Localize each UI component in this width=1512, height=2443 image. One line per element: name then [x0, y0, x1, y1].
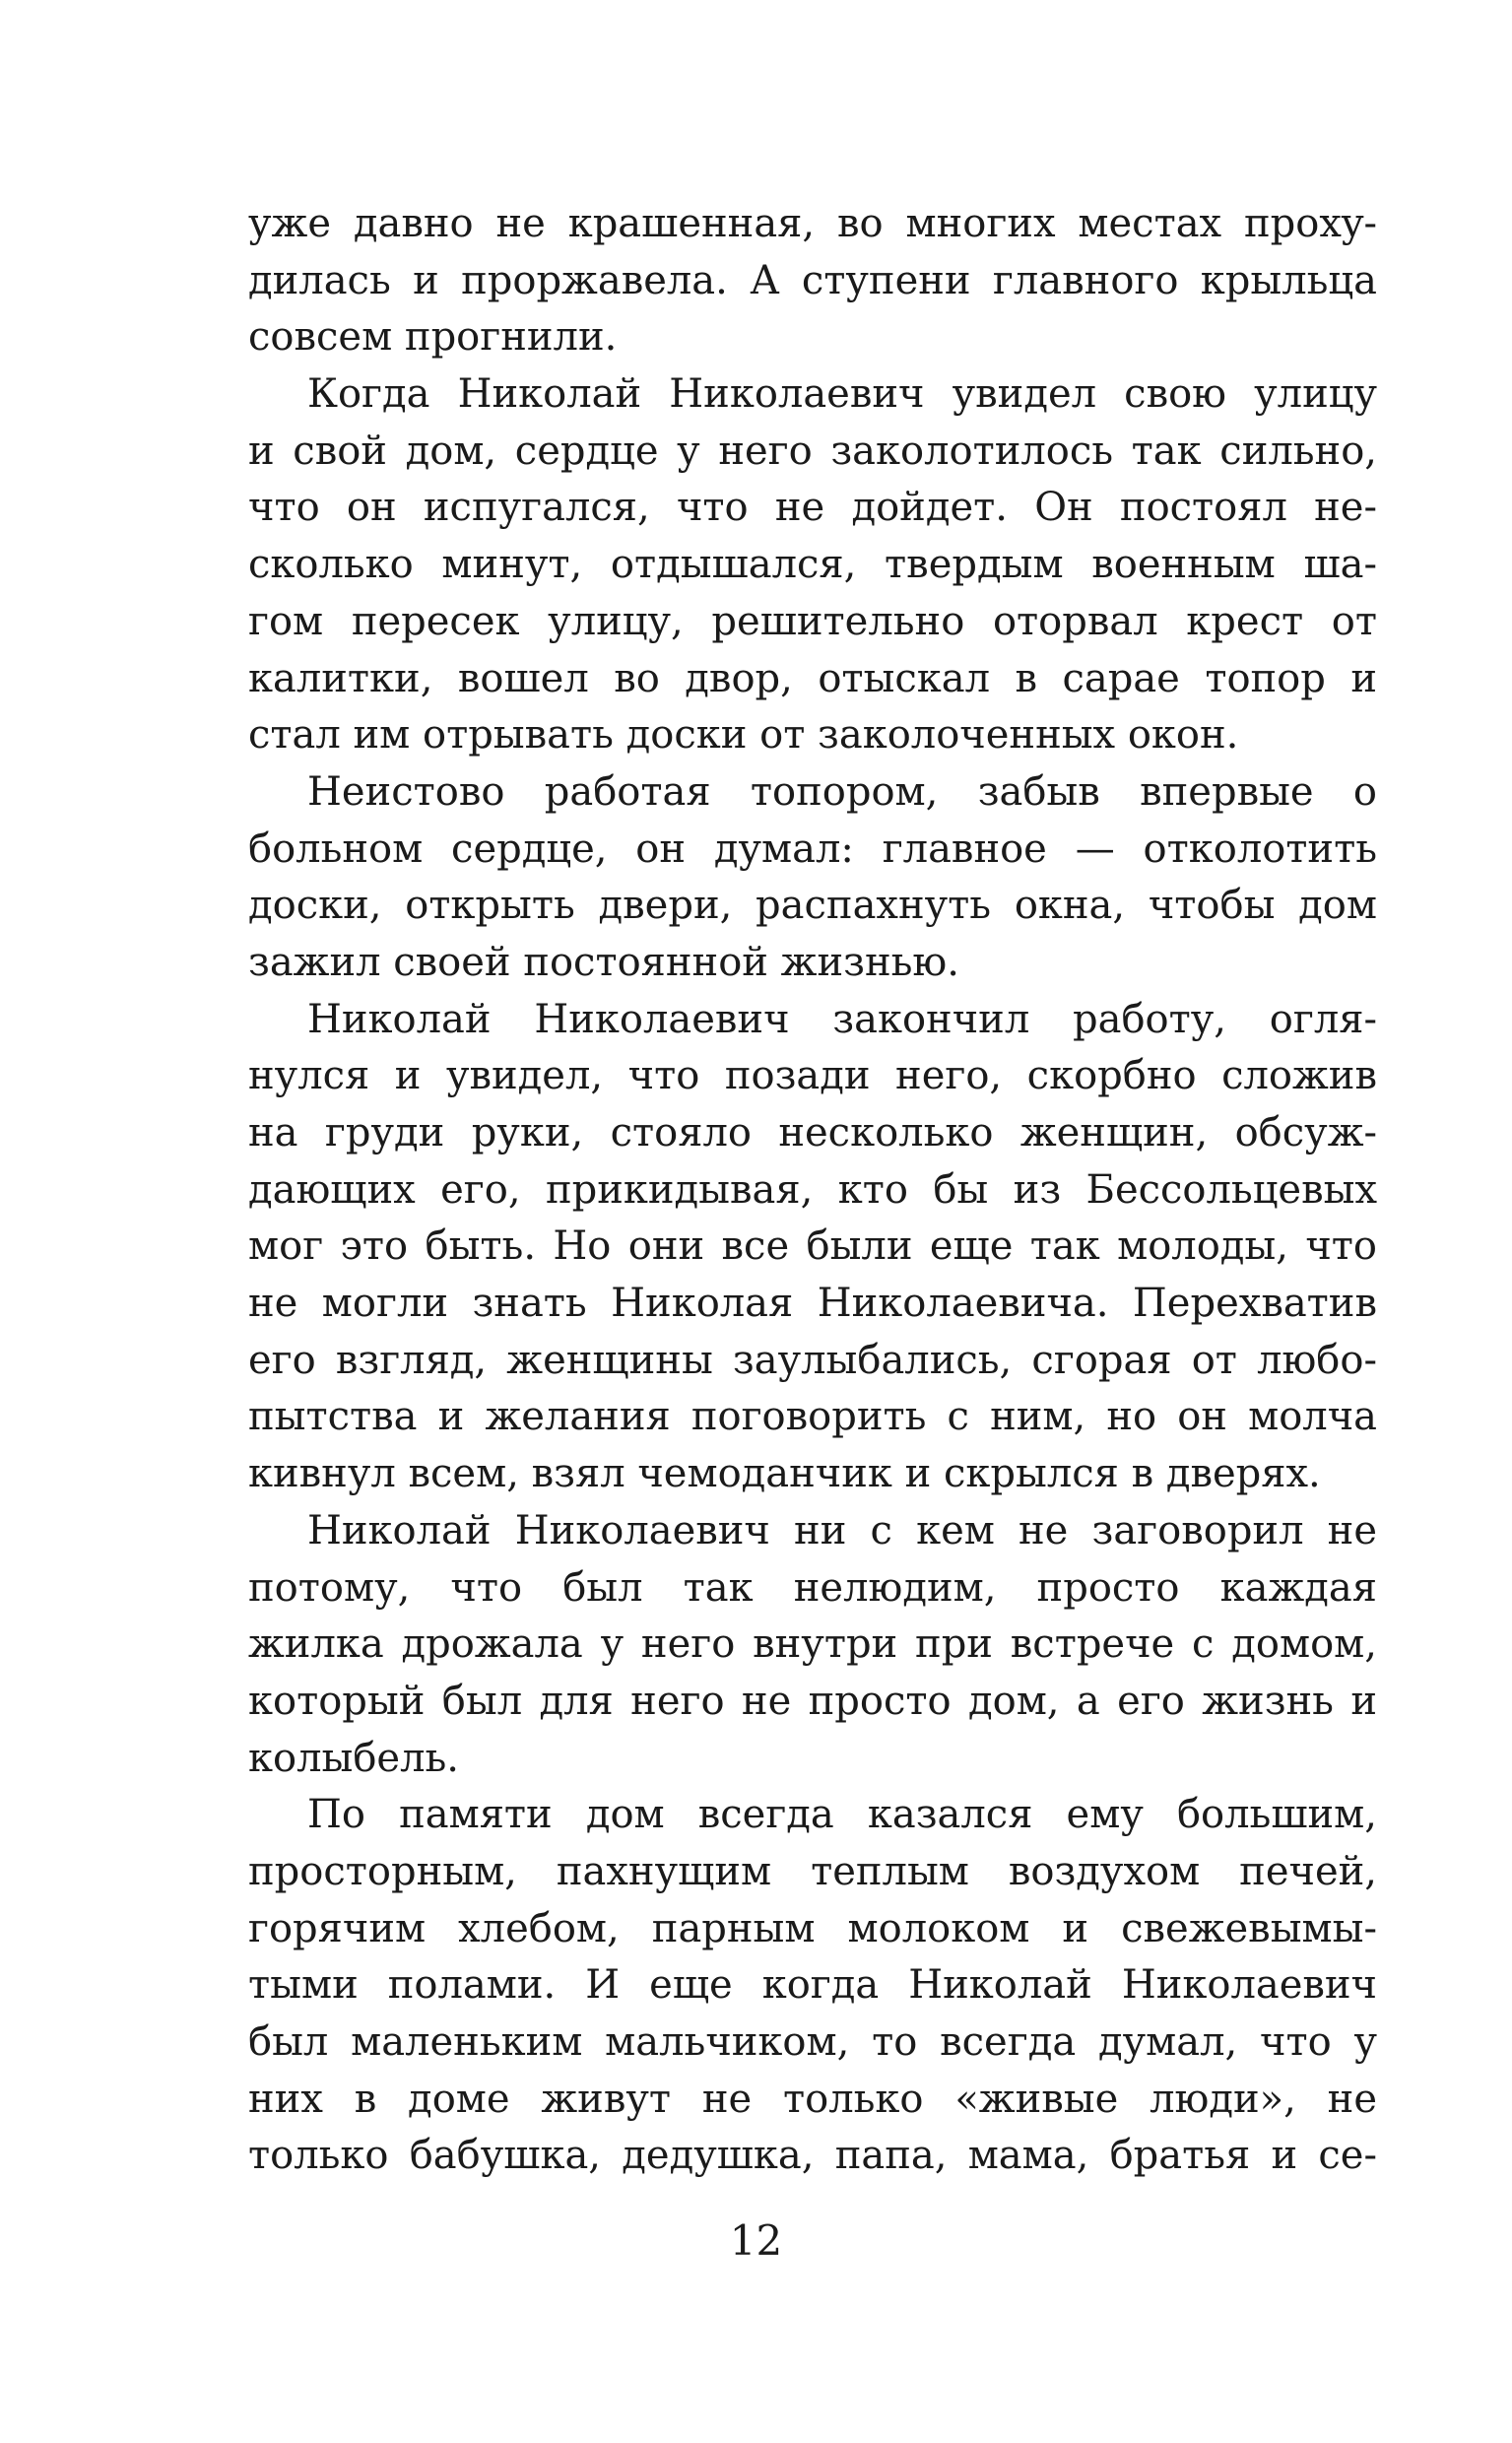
paragraph: [248, 992, 1377, 1503]
text-line: что он испугался, что не дойдет. Он постоял не-: [248, 485, 1377, 531]
paragraph: [248, 1503, 1377, 1787]
text-line: пытства и желания поговорить с ним, но он молча: [248, 1394, 1377, 1440]
text-line: и свой дом, сердце у него заколотилось так сильно,: [248, 428, 1377, 474]
text-line: уже давно не крашенная, во многих местах прохy-: [248, 201, 1377, 246]
text-line: Когда Николай Николаевич увидел свою улицу: [307, 371, 1377, 418]
text-line: стал им отрывать доски от заколоченных окон.: [248, 712, 1239, 759]
text-line: жилка дрожала у него внутри при встрече с домом,: [248, 1621, 1377, 1668]
text-line: просторным, пахнущим теплым воздухом печей,: [248, 1848, 1377, 1894]
text-line: колыбель.: [248, 1735, 459, 1781]
text-line: не могли знать Николая Николаевича. Перехватив: [248, 1281, 1377, 1327]
text-line: на груди руки, стояло несколько женщин, обсуж-: [248, 1110, 1377, 1155]
text-line: них в доме живут не только «живые люди», не: [248, 2076, 1377, 2122]
body-text: [248, 196, 1377, 2185]
text-line: Неистово работая топором, забыв впервые о: [307, 768, 1377, 815]
text-line: который был для него не просто дом, а его жизнь и: [248, 1678, 1377, 1724]
text-line: потому, что был так нелюдим, просто каждая: [248, 1564, 1377, 1611]
paragraph: [248, 366, 1377, 764]
text-line: доски, открыть двери, распахнуть окна, чтобы дом: [248, 883, 1377, 929]
text-line: Николай Николаевич закончил работу, огля-: [307, 996, 1377, 1042]
text-line: дилась и проржавела. А ступени главного крыльца: [248, 257, 1377, 303]
text-line: его взгляд, женщины заулыбались, сгорая от любо-: [248, 1337, 1377, 1383]
text-line: мог это быть. Но они все были еще так молоды, что: [248, 1223, 1377, 1270]
paragraph: [248, 1787, 1377, 2185]
text-line: дающих его, прикидывая, кто бы из Бессольцевых: [248, 1166, 1377, 1213]
text-line: калитки, вошел во двор, отыскал в сарае топор и: [248, 655, 1377, 701]
text-line: горячим хлебом, парным молоком и свежевымы-: [248, 1905, 1377, 1951]
page-number: 12: [729, 2216, 783, 2265]
text-line: нулся и увидел, что позади него, скорбно сложив: [248, 1053, 1377, 1099]
text-line: зажил своей постоянной жизнью.: [248, 939, 959, 985]
paragraph: [248, 764, 1377, 992]
text-line: По памяти дом всегда казался ему большим,: [307, 1792, 1377, 1838]
text-line: только бабушка, дедушка, папа, мама, братья и се-: [248, 2133, 1377, 2179]
text-line: Николай Николаевич ни с кем не заговорил не: [307, 1507, 1377, 1553]
paragraph: [248, 196, 1377, 366]
text-line: больном сердце, он думал: главное — отколотить: [248, 825, 1377, 872]
text-line: совсем прогнили.: [248, 314, 618, 361]
text-line: сколько минут, отдышался, твердым военным ша-: [248, 542, 1377, 588]
text-line: был маленьким мальчиком, то всегда думал, что у: [248, 2019, 1377, 2065]
text-line: тыми полами. И еще когда Николай Николаевич: [248, 1962, 1377, 2009]
text-line: гом пересек улицу, решительно оторвал крест от: [248, 598, 1377, 644]
text-line: кивнул всем, взял чемоданчик и скрылся в дверях.: [248, 1451, 1321, 1497]
